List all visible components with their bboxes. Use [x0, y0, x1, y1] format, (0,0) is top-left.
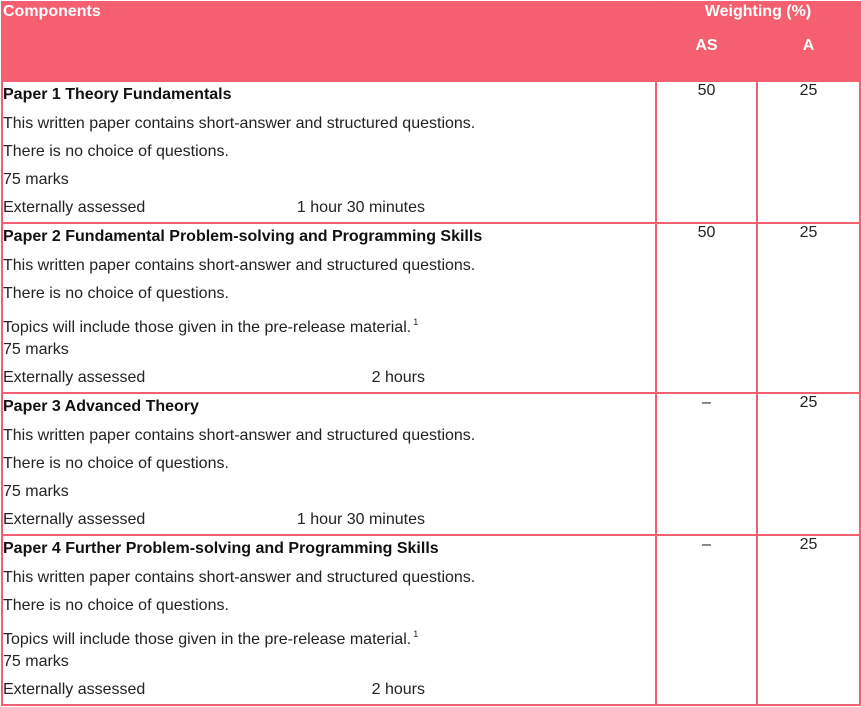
paper-line: There is no choice of questions.: [3, 285, 229, 302]
paper-assessed: Externally assessed: [3, 511, 146, 528]
paper-description: [2, 81, 656, 223]
weight-as: 50: [656, 81, 757, 223]
paper-title: Paper 2 Fundamental Problem-solving and Programming Skills: [3, 228, 483, 245]
weight-a: 25: [757, 535, 860, 705]
paper-description: [2, 223, 656, 393]
weight-as: –: [656, 393, 757, 535]
paper-title: Paper 3 Advanced Theory: [3, 398, 199, 415]
components-table: [1, 1, 861, 706]
paper-assessed: Externally assessed: [3, 369, 146, 386]
header-row-1: [2, 2, 860, 36]
paper-assessed: Externally assessed: [3, 681, 146, 698]
paper-marks: 75 marks: [3, 341, 69, 358]
paper-assessment-row: [3, 194, 655, 222]
paper-assessment-row: [3, 364, 655, 392]
weight-as: 50: [656, 223, 757, 393]
paper-assessment-row: [3, 506, 655, 534]
weight-a: 25: [757, 81, 860, 223]
table-row: [2, 223, 860, 393]
paper-duration: 1 hour 30 minutes: [296, 511, 425, 528]
header-components: Components: [2, 2, 656, 81]
table-row: [2, 393, 860, 535]
paper-topics: Topics will include those given in the pre-release material.: [3, 319, 412, 336]
paper-line: This written paper contains short-answer and structured questions.: [3, 115, 476, 132]
header-as: AS: [656, 36, 757, 81]
paper-description: [2, 535, 656, 705]
paper-marks: 75 marks: [3, 483, 69, 500]
header-weighting: Weighting (%): [656, 2, 860, 36]
paper-line: This written paper contains short-answer and structured questions.: [3, 569, 476, 586]
paper-assessed: Externally assessed: [3, 199, 146, 216]
paper-topics-line: [3, 308, 655, 336]
paper-assessment-row: [3, 676, 655, 704]
weight-a: 25: [757, 393, 860, 535]
paper-description: [2, 393, 656, 535]
paper-line: There is no choice of questions.: [3, 455, 229, 472]
table-row: [2, 535, 860, 705]
paper-line: This written paper contains short-answer and structured questions.: [3, 257, 476, 274]
paper-title: Paper 1 Theory Fundamentals: [3, 86, 232, 103]
weight-a: 25: [757, 223, 860, 393]
paper-duration: 2 hours: [371, 681, 425, 698]
footnote-marker: 1: [413, 629, 419, 639]
paper-marks: 75 marks: [3, 171, 69, 188]
table-row: [2, 81, 860, 223]
footnote-marker: 1: [413, 317, 419, 327]
paper-marks: 75 marks: [3, 653, 69, 670]
paper-topics: Topics will include those given in the pre-release material.: [3, 631, 412, 648]
paper-duration: 1 hour 30 minutes: [296, 199, 425, 216]
paper-line: This written paper contains short-answer and structured questions.: [3, 427, 476, 444]
paper-line: There is no choice of questions.: [3, 597, 229, 614]
paper-duration: 2 hours: [371, 369, 425, 386]
header-a: A: [757, 36, 860, 81]
paper-title: Paper 4 Further Problem-solving and Programming Skills: [3, 540, 439, 557]
paper-topics-line: [3, 620, 655, 648]
paper-line: There is no choice of questions.: [3, 143, 229, 160]
weight-as: –: [656, 535, 757, 705]
